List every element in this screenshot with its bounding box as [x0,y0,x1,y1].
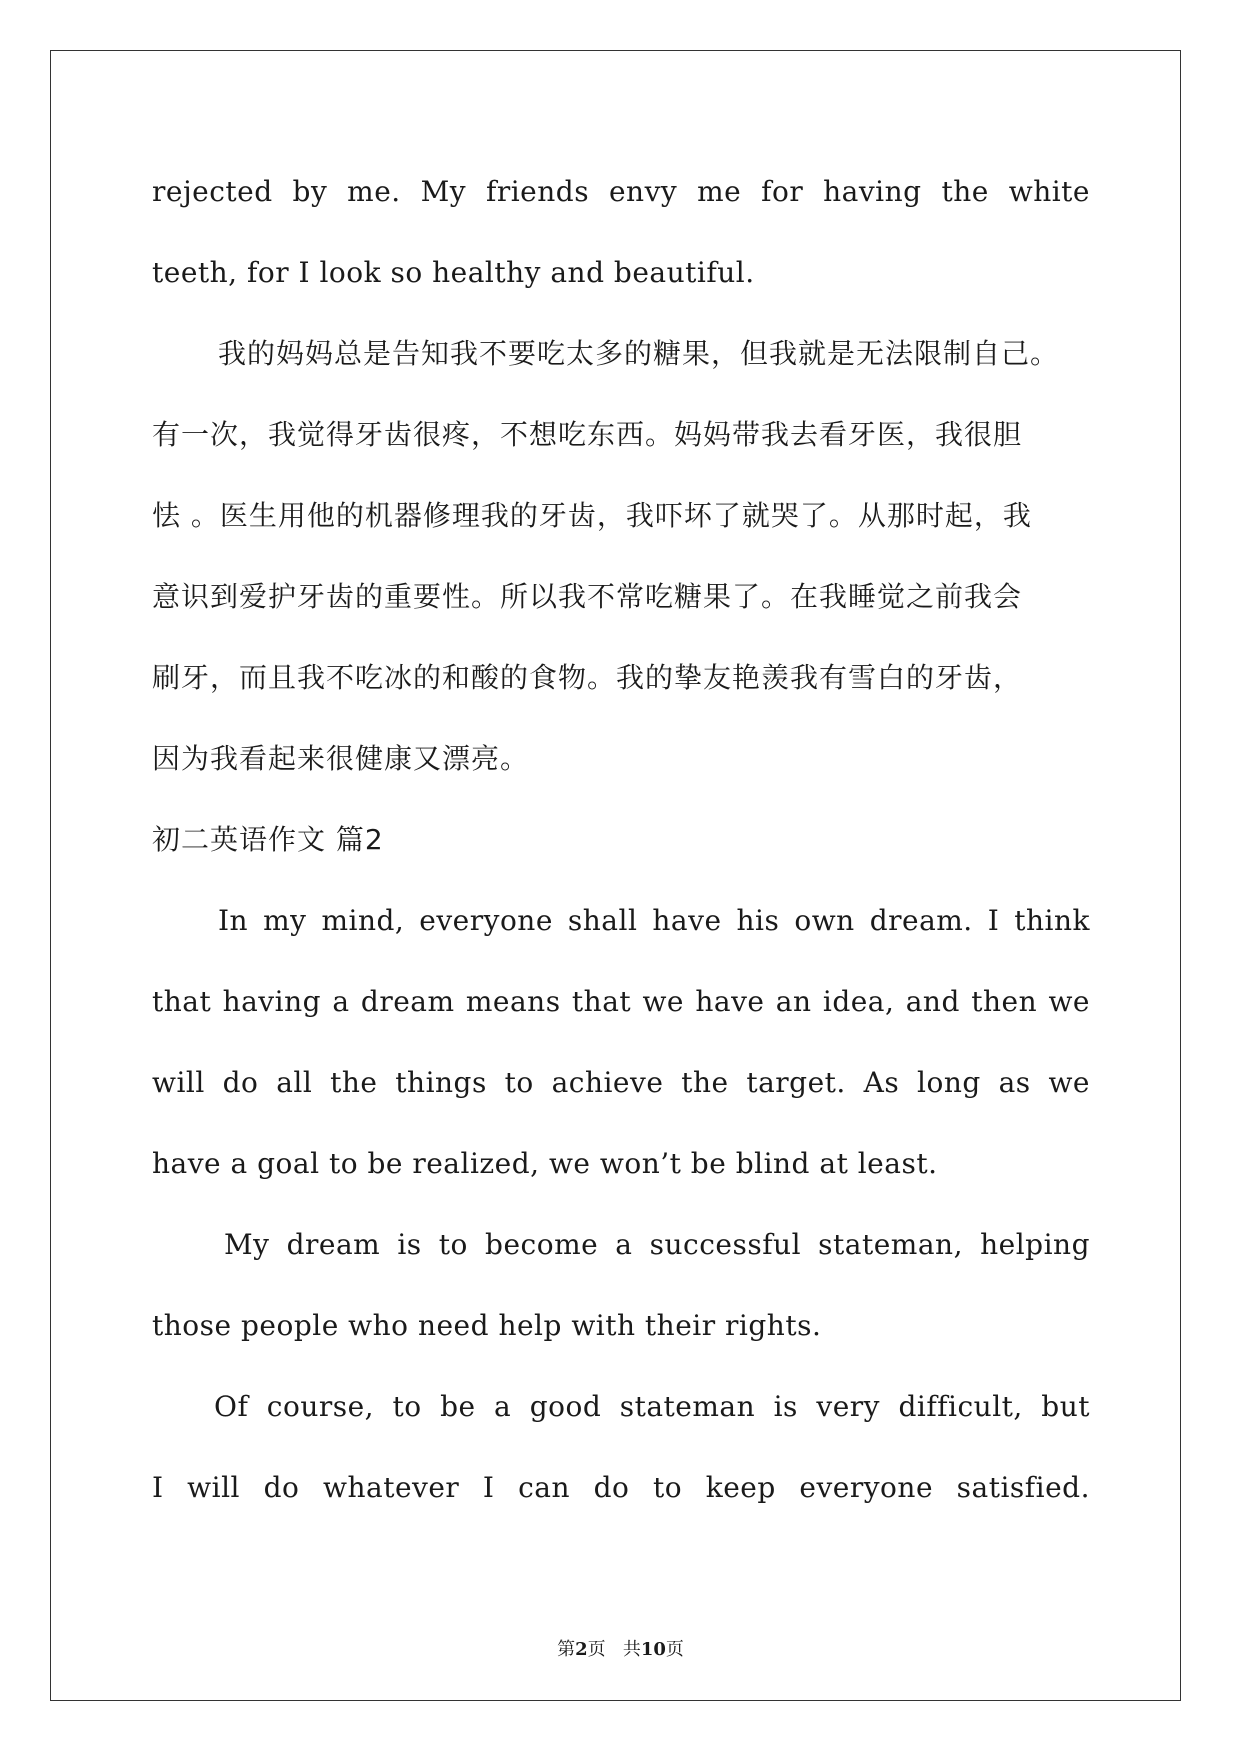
text-line: will do all the things to achieve the target. As long as we [152,1066,1090,1099]
text-line: I will do whatever I can do to keep everyone satisfied. [152,1471,1090,1504]
footer-page-suffix: 页 [587,1639,606,1660]
text-line: have a goal to be realized, we won’t be blind at least. [152,1147,938,1180]
text-line: those people who need help with their rights. [152,1309,822,1342]
text-line: that having a dream means that we have an idea, and then we [152,985,1090,1018]
text-line: 因为我看起来很健康又漂亮。 [152,742,530,775]
page-border [50,50,1181,1701]
text-line: 怯 。医生用他的机器修理我的牙齿，我吓坏了就哭了。从那时起，我 [152,499,1032,532]
text-line: teeth, for I look so healthy and beautiful. [152,256,755,289]
text-line: Of course, to be a good stateman is very difficult, but [214,1390,1090,1423]
text-line: 刷牙，而且我不吃冰的和酸的食物。我的挚友艳羡我有雪白的牙齿， [152,661,1023,694]
text-line: 意识到爱护牙齿的重要性。所以我不常吃糖果了。在我睡觉之前我会 [152,580,1023,613]
text-line: rejected by me. My friends envy me for having the white [152,175,1090,208]
section-heading: 初二英语作文 篇2 [152,823,384,856]
text-line: My dream is to become a successful stateman, helping [224,1228,1090,1261]
footer-total-suffix: 页 [665,1639,684,1660]
footer-total-pages: 10 [640,1639,666,1660]
text-line: 我的妈妈总是告知我不要吃太多的糖果，但我就是无法限制自己。 [218,337,1060,370]
footer-prefix: 第 [557,1639,576,1660]
text-line: In my mind, everyone shall have his own dream. I think [218,904,1090,937]
text-line: 有一次，我觉得牙齿很疼，不想吃东西。妈妈带我去看牙医，我很胆 [152,418,1023,451]
footer-page-number: 2 [575,1639,588,1660]
page-footer [0,1635,1241,1661]
footer-total-prefix: 共 [622,1639,641,1660]
